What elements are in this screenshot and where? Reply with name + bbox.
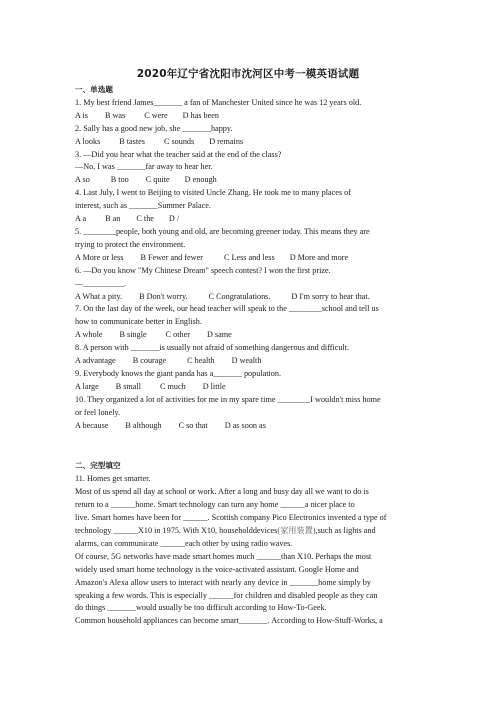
answer-option-b: B Don't worry. — [139, 291, 188, 301]
question-list — [75, 97, 421, 433]
answer-option-a: A so — [75, 175, 90, 185]
question-stem: 8. A person with _______is usually not afraid of something dangerous and difficult. — [75, 343, 350, 353]
answer-option-c: C much — [159, 381, 186, 391]
answer-option-c: C quite — [145, 175, 170, 185]
answer-options — [75, 136, 421, 149]
question-stem-continued: trying to protect the environment. — [75, 239, 186, 249]
passage-line: alarms, can communicate ______each other by using radio waves. — [75, 538, 293, 548]
answer-option-c: C health — [187, 356, 215, 366]
answer-option-d: D little — [202, 381, 226, 391]
answer-option-d: D More and more — [289, 252, 349, 262]
answer-option-c: C Congratulations. — [208, 291, 271, 301]
question-stem: 4. Last July, I went to Beijing to visited Uncle Zhang. He took me to many places of — [75, 188, 351, 198]
question-stem: 2. Sally has a good new job, she _______happy. — [75, 123, 233, 133]
question-stem: 7. On the last day of the week, our head teacher will speak to the ________school and tell us — [75, 304, 379, 314]
answer-option-a: A a — [75, 214, 87, 224]
answer-option-d: D has been — [182, 110, 220, 120]
answer-option-c: C the — [136, 214, 154, 224]
answer-option-d: D as soon as — [224, 420, 266, 430]
answer-options — [75, 355, 421, 368]
answer-options — [75, 329, 421, 342]
answer-option-a: A because — [75, 420, 109, 430]
question-stem: 10. They organized a lot of activities for me in my spare time ________I wouldn't miss home — [75, 394, 381, 404]
answer-option-b: B single — [119, 330, 147, 340]
answer-option-b: B although — [125, 420, 162, 430]
answer-options — [75, 174, 421, 187]
section-heading-cloze: 二、完型填空 — [75, 461, 121, 471]
answer-option-c: C so that — [178, 420, 208, 430]
answer-option-d: D / — [168, 214, 180, 224]
answer-option-c: C sounds — [163, 136, 195, 146]
answer-option-a: A advantage — [75, 356, 116, 366]
question-stem: 9. Everybody knows the giant panda has a_______ population. — [75, 368, 282, 378]
answer-option-b: B small — [115, 381, 141, 391]
passage-line: live. Smart homes have been for ______. Scottish company Pico Electronics invented a type of — [75, 513, 387, 523]
answer-option-c: C Less and less — [223, 252, 275, 262]
passage-line: return to a ______home. Smart technology can turn any home ______a nicer place to — [75, 500, 355, 510]
question-stem-continued: how to communicate better in English. — [75, 317, 202, 327]
passage-chinese-gloss: (家用装置) — [277, 526, 316, 535]
answer-option-b: B Fewer and fewer — [140, 252, 203, 262]
question-stem-continued: —__________. — [75, 278, 127, 288]
passage-line: Of course, 5G networks have made smart homes much ______than X10. Perhaps the most — [75, 551, 372, 561]
passage-line: speaking a few words. This is especially ______for children and disabled people as they can — [75, 590, 378, 600]
question-11-stem: 11. Homes get smarter. — [75, 474, 151, 484]
answer-option-a: A What a pity. — [75, 291, 123, 301]
answer-option-a: A large — [75, 381, 99, 391]
answer-option-b: B an — [105, 214, 121, 224]
answer-option-d: D same — [206, 330, 232, 340]
answer-options — [75, 291, 421, 304]
answer-options — [75, 110, 421, 123]
section-heading-single-choice: 一、单选题 — [75, 85, 113, 94]
passage-line — [75, 525, 421, 538]
answer-options — [75, 420, 421, 433]
document-body — [75, 84, 421, 628]
answer-option-d: D wealth — [231, 356, 262, 366]
passage-text: ,such as lights and — [315, 526, 376, 535]
question-stem: 5. ________people, both young and old, are becoming greener today. This means they are — [75, 226, 370, 236]
answer-option-b: B too — [110, 175, 129, 185]
answer-option-b: B tastes — [119, 136, 145, 146]
question-stem-continued: —No, I was _______far away to hear her. — [75, 162, 213, 172]
passage-line: Most of us spend all day at school or work. After a long and busy day all we want to do is — [75, 487, 369, 497]
answer-options — [75, 252, 421, 265]
answer-option-d: D enough — [184, 175, 217, 185]
answer-option-a: A looks — [75, 136, 101, 146]
answer-options — [75, 213, 421, 226]
passage-line: widely used smart home technology is the voice-activated assistant. Google Home and — [75, 564, 359, 574]
answer-options — [75, 381, 421, 394]
answer-option-a: A is — [75, 110, 88, 120]
answer-option-c: C other — [165, 330, 190, 340]
question-stem: 6. —Do you know "My Chinese Dream" speech contest? I won the first prize. — [75, 265, 331, 275]
question-stem-continued: or feel lonely. — [75, 407, 121, 417]
answer-option-d: D I'm sorry to hear that. — [291, 291, 370, 301]
passage-line: Amazon's Alexa allow users to interact with nearly any device in _______home simply by — [75, 577, 371, 587]
passage-line: do things _______would usually be too difficult according to How-To-Geek. — [75, 603, 327, 613]
question-stem: 1. My best friend James_______ a fan of Manchester United since he was 12 years old. — [75, 97, 362, 107]
answer-option-a: A whole — [75, 330, 103, 340]
answer-option-c: C were — [144, 110, 168, 120]
passage-line: Common household appliances can become smart_______. According to How-Stuff-Works, a — [75, 616, 383, 626]
answer-option-d: D remains — [209, 136, 244, 146]
document-title: 2020年辽宁省沈阳市沈河区中考一模英语试题 — [136, 68, 360, 80]
answer-option-a: A More or less — [75, 252, 124, 262]
passage-text: technology ______X10 in 1975. With X10, householddevices — [75, 526, 278, 535]
answer-option-b: B courage — [132, 356, 167, 366]
answer-option-b: B was — [104, 110, 126, 120]
question-stem: 3. —Did you hear what the teacher said at the end of the class? — [75, 149, 282, 159]
question-stem-continued: interest, such as _______Summer Palace. — [75, 201, 211, 211]
